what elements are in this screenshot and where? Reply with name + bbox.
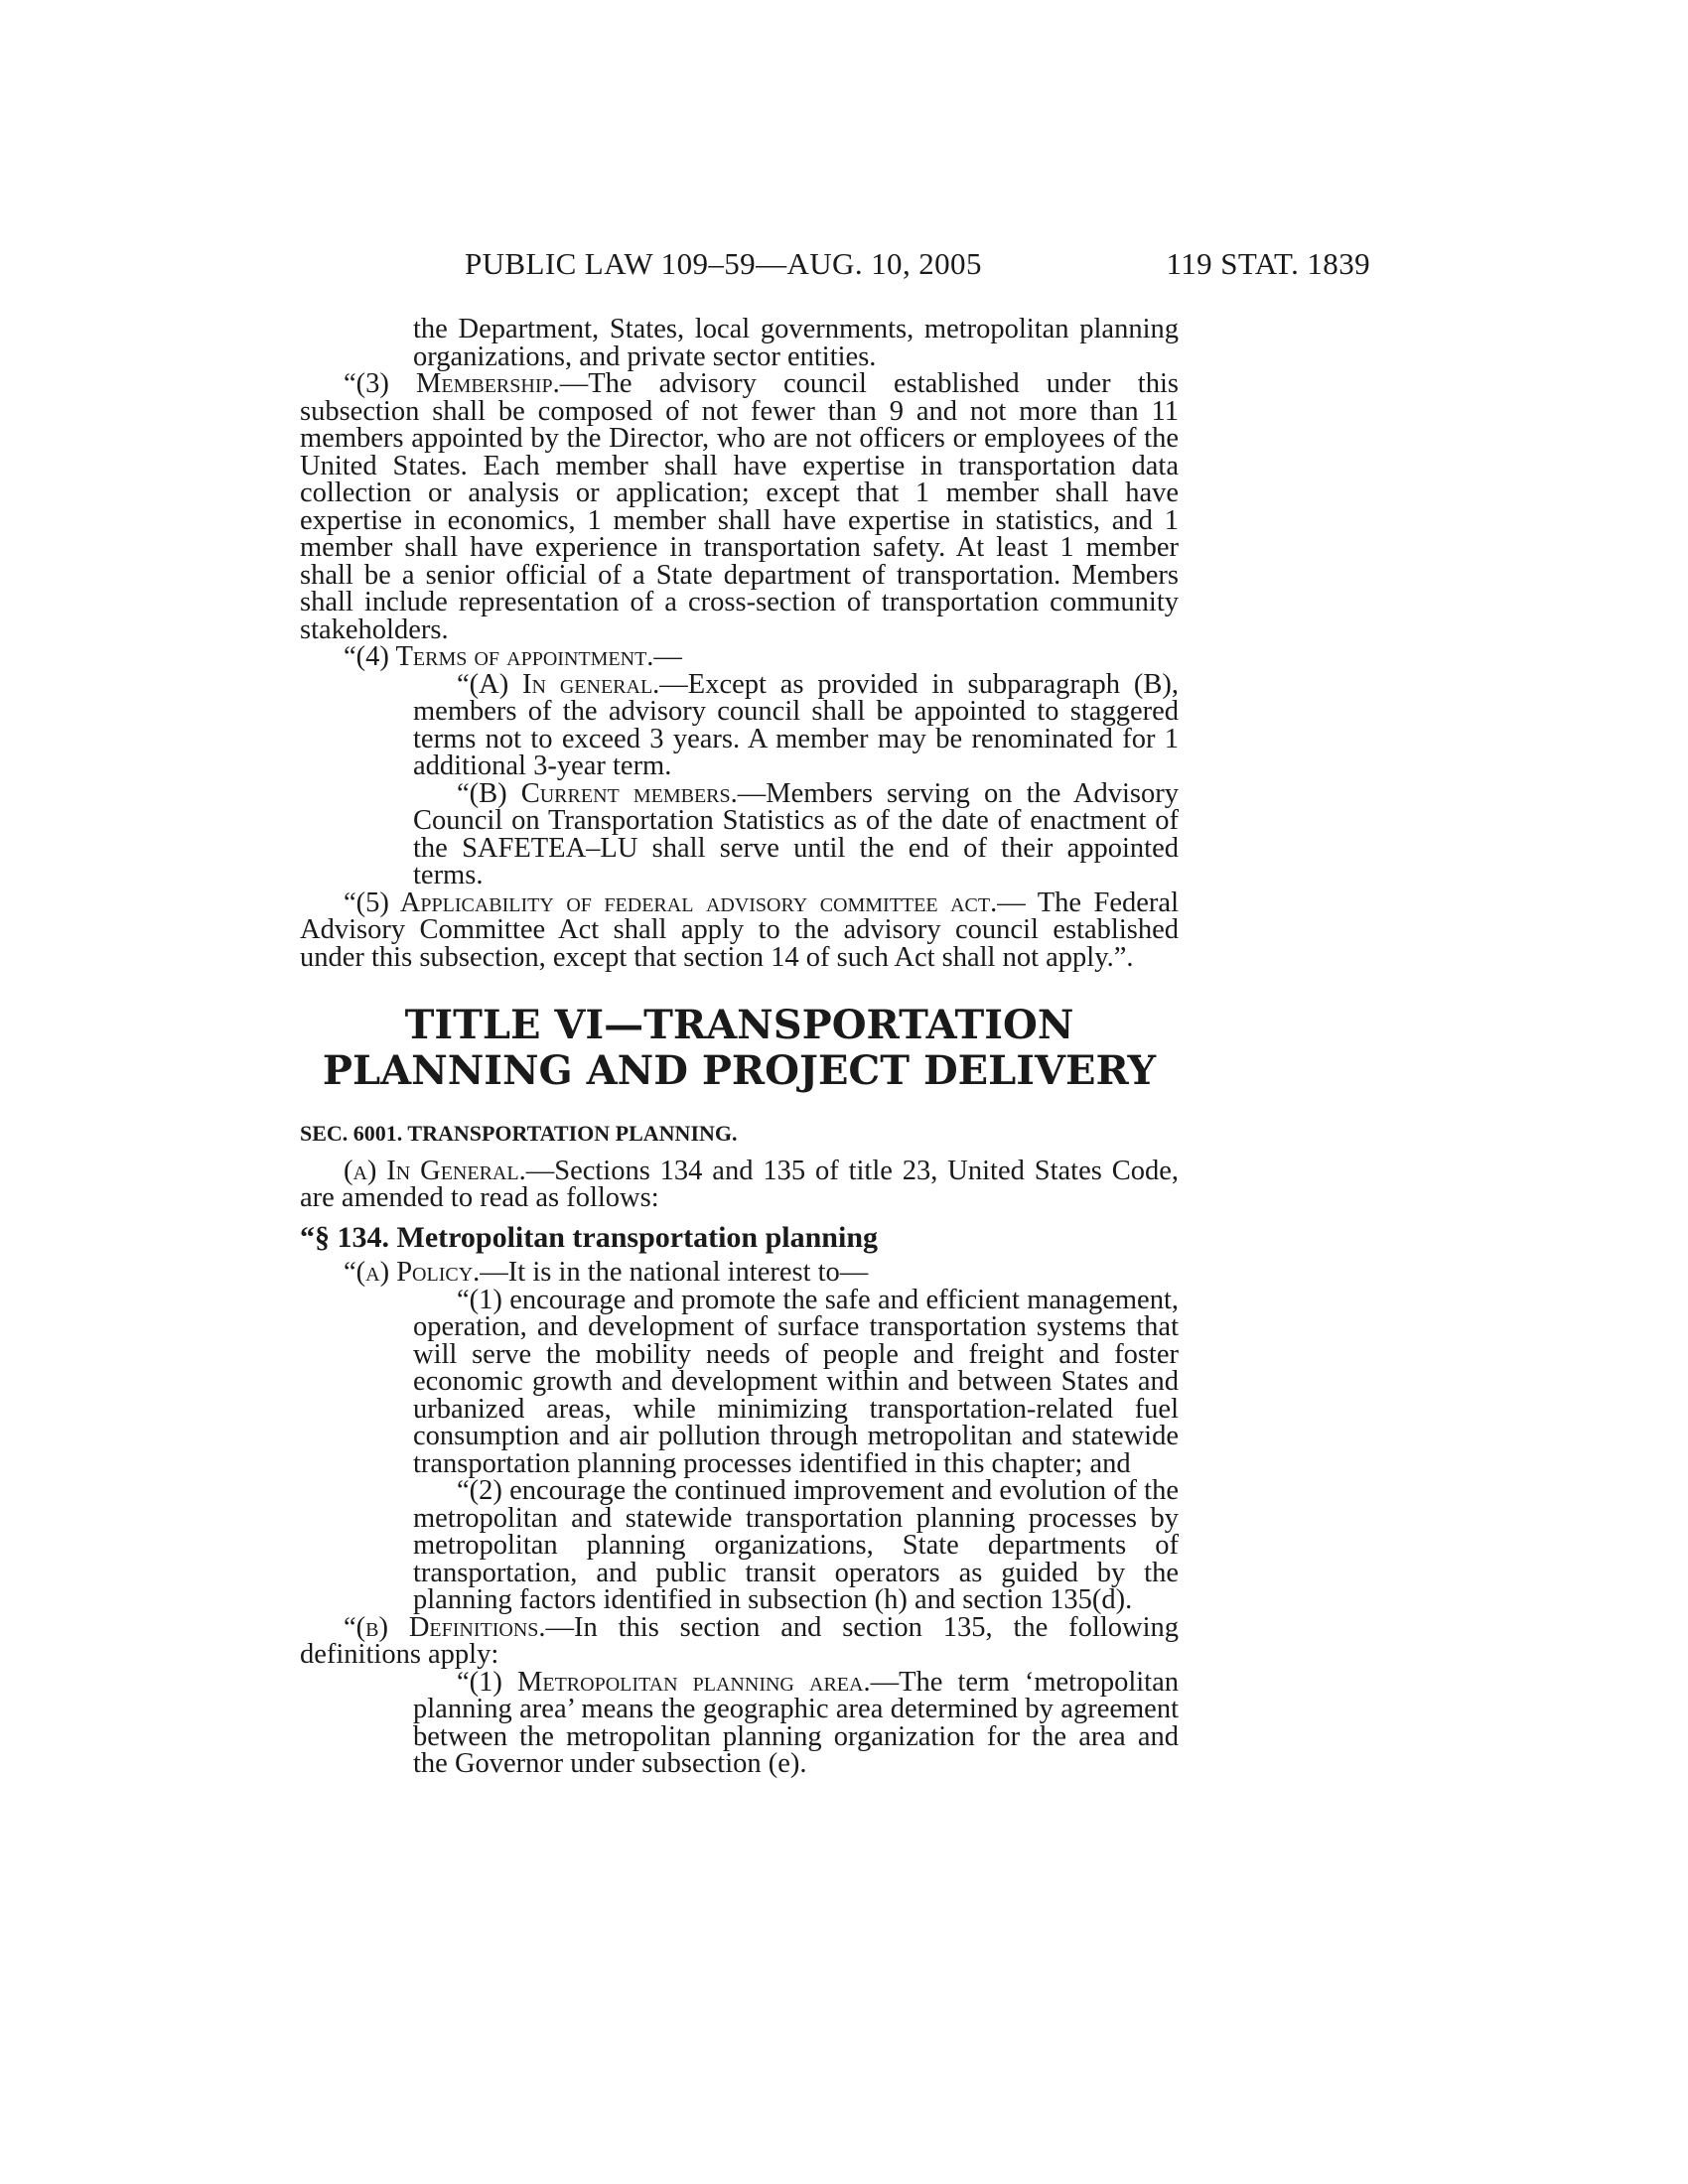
text-terms-of-appointment: — bbox=[653, 641, 682, 672]
paragraph-definitions bbox=[300, 1611, 1179, 1670]
text-current-members: —Members serving on the Advisory Council on Transportation Statistics as of the date of enactment of the SAFETEA–LU shall serve until the end of their appointed terms. bbox=[413, 777, 1179, 890]
text-a-in-general: —Sections 134 and 135 of title 23, United States Code, are amended to read as follows: bbox=[300, 1155, 1179, 1213]
section-heading: SEC. 6001. TRANSPORTATION PLANNING. bbox=[300, 1121, 738, 1146]
paragraph-in-general bbox=[300, 668, 1180, 781]
paragraph-metropolitan-planning-area bbox=[300, 1666, 1179, 1779]
title-line-1: TITLE VI—TRANSPORTATION bbox=[404, 1002, 1074, 1048]
statute-page-number: 119 STAT. 1839 bbox=[1166, 246, 1370, 281]
heading-membership: “(3) Membership. bbox=[344, 368, 560, 399]
text-definitions: —In this section and section 135, the following definitions apply: bbox=[300, 1611, 1179, 1670]
paragraph-policy-1: “(1) encourage and promote the safe and efficient management, operation, and development of surface transportation systems that will serve the mobility needs of people and freight and foster economic growth and development within and between States and urbanized areas, while minimizing transportation-related fuel consumption and air pollution through metropolitan and statewide transportation planning processes identified in this chapter; and bbox=[413, 1284, 1179, 1479]
heading-faca-applicability: “(5) Applicability of federal advisory committee act. bbox=[344, 887, 998, 918]
heading-in-general: “(A) In general. bbox=[457, 668, 660, 700]
public-law-citation: PUBLIC LAW 109–59—AUG. 10, 2005 bbox=[465, 246, 982, 281]
text-policy: —It is in the national interest to— bbox=[480, 1257, 869, 1288]
heading-policy: “(a) Policy. bbox=[344, 1257, 481, 1288]
paragraph-continuation: the Department, States, local governments, metropolitan planning organizations, and private sector entities. bbox=[413, 314, 1179, 372]
title-line-2: PLANNING AND PROJECT DELIVERY bbox=[322, 1047, 1157, 1094]
text-membership: —The advisory council established under this subsection shall be composed of not fewer than 9 and not more than 11 members appointed by the Director, who are not officers or employees of the United States. Each member shall have expertise in transportation data collection or analysis or application; except that 1 member shall have expertise in economics, 1 member shall have expertise in statistics, and 1 member shall have experience in transportation safety. At least 1 member shall be a senior official of a State department of transportation. Members shall include representation of a cross-section of transportation community stakeholders. bbox=[300, 368, 1179, 645]
page-header bbox=[298, 246, 1370, 286]
paragraph-membership bbox=[300, 370, 1179, 643]
paragraph-terms-of-appointment bbox=[300, 643, 1179, 671]
paragraph-current-members bbox=[300, 777, 1179, 890]
heading-current-members: “(B) Current members. bbox=[457, 777, 738, 809]
paragraph-a-in-general bbox=[300, 1155, 1179, 1213]
heading-a-in-general: (a) In General. bbox=[344, 1155, 526, 1186]
title-heading bbox=[300, 1003, 1179, 1094]
heading-definitions: “(b) Definitions. bbox=[344, 1611, 546, 1643]
text-metropolitan-planning-area: —The term ‘metropolitan planning area’ means the geographic area determined by agreement between the metropolitan planning organization for the area and the Governor under subsection (e). bbox=[413, 1666, 1179, 1779]
paragraph-faca-applicability bbox=[300, 889, 1179, 972]
paragraph-policy-2: “(2) encourage the continued improvement and evolution of the metropolitan and statewide transportation planning processes by metropolitan planning organizations, State departments of transportation, and public transit operators as guided by the planning factors identified in subsection (h) and section 135(d). bbox=[413, 1475, 1179, 1615]
text-in-general: —Except as provided in subparagraph (B), members of the advisory council shall be appointed to staggered terms not to exceed 3 years. A member may be renominated for 1 additional 3-year term. bbox=[413, 668, 1180, 781]
heading-terms-of-appointment: “(4) Terms of appointment. bbox=[344, 641, 654, 672]
paragraph-policy bbox=[300, 1259, 1179, 1287]
text-faca-applicability: — The Federal Advisory Committee Act shall apply to the advisory council established under this subsection, except that section 14 of such Act shall not apply.”. bbox=[300, 887, 1179, 973]
document-body bbox=[300, 316, 1179, 1778]
heading-metropolitan-planning-area: “(1) Metropolitan planning area. bbox=[457, 1666, 871, 1698]
section-134-heading: “§ 134. Metropolitan transportation planning bbox=[300, 1220, 878, 1254]
